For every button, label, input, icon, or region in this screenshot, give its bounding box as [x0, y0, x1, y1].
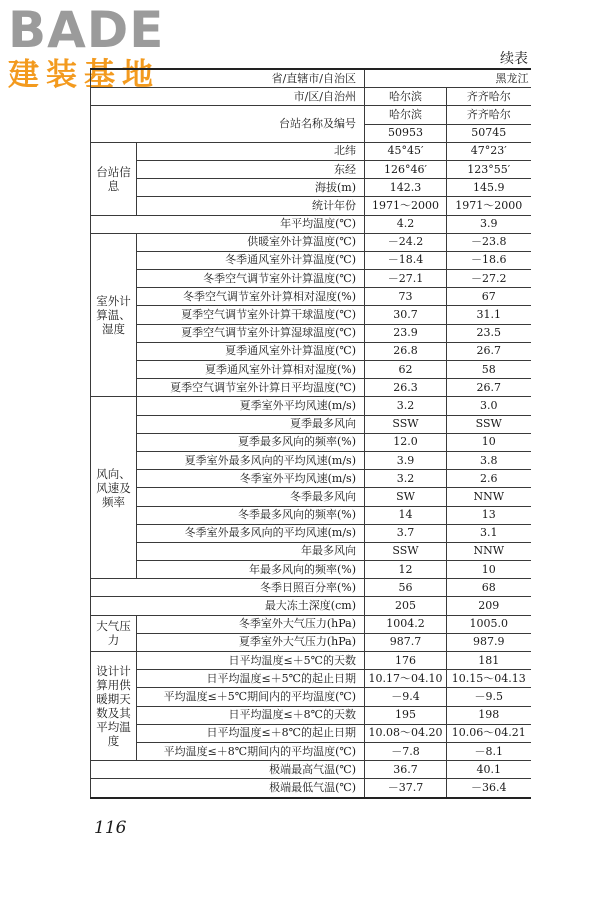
- row-label: 冬季最多风向: [137, 488, 365, 506]
- row-label: 海拔(m): [137, 179, 365, 197]
- row-label: 日平均温度≤＋5℃的天数: [137, 652, 365, 670]
- table-row: [91, 597, 531, 615]
- table-row: [91, 488, 531, 506]
- row-value1: SSW: [365, 415, 447, 433]
- table-row: [91, 561, 531, 579]
- row-value1: 12: [365, 561, 447, 579]
- row-value2: 58: [447, 361, 531, 379]
- row-label: 冬季室外最多风向的平均风速(m/s): [137, 524, 365, 542]
- table-row: [91, 670, 531, 688]
- row-value2: 209: [447, 597, 531, 615]
- row-value1: 142.3: [365, 179, 447, 197]
- row-value2: 145.9: [447, 179, 531, 197]
- row-value1: SW: [365, 488, 447, 506]
- group-station-info: 台站信息: [91, 142, 137, 215]
- row-value2: 10: [447, 433, 531, 451]
- row-label: 冬季空气调节室外计算相对湿度(%): [137, 288, 365, 306]
- row-label: 冬季日照百分率(%): [91, 579, 365, 597]
- table-row: [91, 197, 531, 215]
- row-label: 年平均温度(℃): [91, 215, 365, 233]
- row-value1: 14: [365, 506, 447, 524]
- table-row: [91, 524, 531, 542]
- city-label: 市/区/自治州: [91, 88, 365, 106]
- row-label: 日平均温度≤＋8℃的起止日期: [137, 724, 365, 742]
- province-row: [91, 69, 531, 88]
- page-number: 116: [94, 818, 127, 838]
- group-outdoor-temp-humidity: 室外计算温、湿度: [91, 233, 137, 397]
- row-label: 统计年份: [137, 197, 365, 215]
- row-value1: －27.1: [365, 270, 447, 288]
- row-label: 夏季室外大气压力(hPa): [137, 633, 365, 651]
- climate-data-table: [90, 68, 531, 799]
- row-value1: 12.0: [365, 433, 447, 451]
- row-value1: 1004.2: [365, 615, 447, 633]
- row-value1: －9.4: [365, 688, 447, 706]
- row-value1: －24.2: [365, 233, 447, 251]
- row-value2: 123°55′: [447, 160, 531, 178]
- row-label: 平均温度≤＋8℃期间内的平均温度(℃): [137, 742, 365, 760]
- table-row: [91, 433, 531, 451]
- table-row: [91, 506, 531, 524]
- row-label: 冬季通风室外计算温度(℃): [137, 251, 365, 269]
- row-label: 冬季最多风向的频率(%): [137, 506, 365, 524]
- table-row: [91, 579, 531, 597]
- row-value2: －8.1: [447, 742, 531, 760]
- row-value2: －27.2: [447, 270, 531, 288]
- table-row: [91, 179, 531, 197]
- row-value2: 181: [447, 652, 531, 670]
- row-label: 北纬: [137, 142, 365, 160]
- row-value1: 73: [365, 288, 447, 306]
- row-value1: 3.9: [365, 451, 447, 469]
- row-value1: 4.2: [365, 215, 447, 233]
- row-value1: 56: [365, 579, 447, 597]
- station-label: 台站名称及编号: [91, 106, 365, 142]
- row-value2: 31.1: [447, 306, 531, 324]
- table-row: [91, 688, 531, 706]
- row-label: 夏季最多风向: [137, 415, 365, 433]
- table-row: [91, 306, 531, 324]
- row-value1: 36.7: [365, 761, 447, 779]
- table-row: [91, 724, 531, 742]
- row-value2: －23.8: [447, 233, 531, 251]
- row-label: 年最多风向: [137, 542, 365, 560]
- row-value1: －37.7: [365, 779, 447, 798]
- table-row: [91, 706, 531, 724]
- row-label: 夏季室外平均风速(m/s): [137, 397, 365, 415]
- province-value: 黑龙江: [365, 69, 531, 88]
- row-value2: 3.0: [447, 397, 531, 415]
- row-value2: 47°23′: [447, 142, 531, 160]
- row-value1: 987.7: [365, 633, 447, 651]
- city-col1: 哈尔滨: [365, 88, 447, 106]
- row-value2: NNW: [447, 488, 531, 506]
- row-value1: －18.4: [365, 251, 447, 269]
- table-row: [91, 215, 531, 233]
- row-label: 夏季空气调节室外计算日平均温度(℃): [137, 379, 365, 397]
- group-wind: 风向、风速及频率: [91, 397, 137, 579]
- row-label: 平均温度≤＋5℃期间内的平均温度(℃): [137, 688, 365, 706]
- continued-label: 续表: [500, 51, 528, 67]
- row-label: 夏季通风室外计算相对湿度(%): [137, 361, 365, 379]
- row-value2: 26.7: [447, 379, 531, 397]
- row-value2: 26.7: [447, 342, 531, 360]
- row-value2: 3.1: [447, 524, 531, 542]
- table-row: [91, 288, 531, 306]
- table-row: [91, 160, 531, 178]
- city-row: [91, 88, 531, 106]
- row-value1: 10.08～04.20: [365, 724, 447, 742]
- city-col2: 齐齐哈尔: [447, 88, 531, 106]
- table-row: [91, 251, 531, 269]
- row-label: 东经: [137, 160, 365, 178]
- row-label: 夏季空气调节室外计算干球温度(℃): [137, 306, 365, 324]
- row-value2: 10.15～04.13: [447, 670, 531, 688]
- row-value2: －18.6: [447, 251, 531, 269]
- row-value1: SSW: [365, 542, 447, 560]
- row-value1: 3.2: [365, 470, 447, 488]
- group-heating-period: 设计计算用供暖期天数及其平均温度: [91, 652, 137, 761]
- row-value1: 3.2: [365, 397, 447, 415]
- row-value2: 1971～2000: [447, 197, 531, 215]
- row-label: 冬季空气调节室外计算温度(℃): [137, 270, 365, 288]
- row-value2: 10: [447, 561, 531, 579]
- row-label: 夏季空气调节室外计算湿球温度(℃): [137, 324, 365, 342]
- row-value2: 10.06～04.21: [447, 724, 531, 742]
- row-value1: 205: [365, 597, 447, 615]
- row-value2: 3.9: [447, 215, 531, 233]
- table-row: [91, 652, 531, 670]
- table-row: [91, 270, 531, 288]
- table-row: [91, 415, 531, 433]
- table-row: [91, 397, 531, 415]
- row-value2: 23.5: [447, 324, 531, 342]
- row-label: 日平均温度≤＋8℃的天数: [137, 706, 365, 724]
- row-value1: 26.8: [365, 342, 447, 360]
- row-value1: 45°45′: [365, 142, 447, 160]
- row-label: 冬季室外大气压力(hPa): [137, 615, 365, 633]
- table-row: [91, 470, 531, 488]
- row-label: 最大冻土深度(cm): [91, 597, 365, 615]
- table-row: [91, 742, 531, 760]
- row-value1: 10.17～04.10: [365, 670, 447, 688]
- row-value2: SSW: [447, 415, 531, 433]
- row-label: 冬季室外平均风速(m/s): [137, 470, 365, 488]
- row-value1: 3.7: [365, 524, 447, 542]
- row-value2: 40.1: [447, 761, 531, 779]
- station-name-row: [91, 106, 531, 124]
- table-row: [91, 233, 531, 251]
- table-row: [91, 615, 531, 633]
- row-value2: 987.9: [447, 633, 531, 651]
- row-value2: 3.8: [447, 451, 531, 469]
- row-value2: 67: [447, 288, 531, 306]
- row-label: 夏季通风室外计算温度(℃): [137, 342, 365, 360]
- station-code1: 50953: [365, 124, 447, 142]
- row-value2: 1005.0: [447, 615, 531, 633]
- row-value1: 26.3: [365, 379, 447, 397]
- logo-wordmark: BADE: [8, 1, 165, 59]
- station-name2: 齐齐哈尔: [447, 106, 531, 124]
- row-value1: －7.8: [365, 742, 447, 760]
- row-value1: 1971～2000: [365, 197, 447, 215]
- row-value2: 2.6: [447, 470, 531, 488]
- table-row: [91, 633, 531, 651]
- table-row: [91, 542, 531, 560]
- table-row: [91, 451, 531, 469]
- row-value2: －36.4: [447, 779, 531, 798]
- table-row: [91, 361, 531, 379]
- row-label: 年最多风向的频率(%): [137, 561, 365, 579]
- row-value1: 23.9: [365, 324, 447, 342]
- logo-subtitle: 建装基地: [8, 57, 160, 93]
- row-value1: 62: [365, 361, 447, 379]
- table-row: [91, 379, 531, 397]
- table-row: [91, 342, 531, 360]
- table-row: [91, 142, 531, 160]
- table-row: [91, 779, 531, 798]
- row-value1: 195: [365, 706, 447, 724]
- row-label: 极端最低气温(℃): [91, 779, 365, 798]
- row-value1: 176: [365, 652, 447, 670]
- row-value2: 68: [447, 579, 531, 597]
- row-value1: 30.7: [365, 306, 447, 324]
- row-value2: NNW: [447, 542, 531, 560]
- table-row: [91, 761, 531, 779]
- group-pressure: 大气压力: [91, 615, 137, 651]
- province-label: 省/直辖市/自治区: [91, 69, 365, 88]
- row-value2: 13: [447, 506, 531, 524]
- row-value2: －9.5: [447, 688, 531, 706]
- row-value1: 126°46′: [365, 160, 447, 178]
- row-label: 日平均温度≤＋5℃的起止日期: [137, 670, 365, 688]
- row-label: 极端最高气温(℃): [91, 761, 365, 779]
- table-row: [91, 324, 531, 342]
- row-value2: 198: [447, 706, 531, 724]
- station-name1: 哈尔滨: [365, 106, 447, 124]
- station-code2: 50745: [447, 124, 531, 142]
- row-label: 夏季最多风向的频率(%): [137, 433, 365, 451]
- row-label: 夏季室外最多风向的平均风速(m/s): [137, 451, 365, 469]
- row-label: 供暖室外计算温度(℃): [137, 233, 365, 251]
